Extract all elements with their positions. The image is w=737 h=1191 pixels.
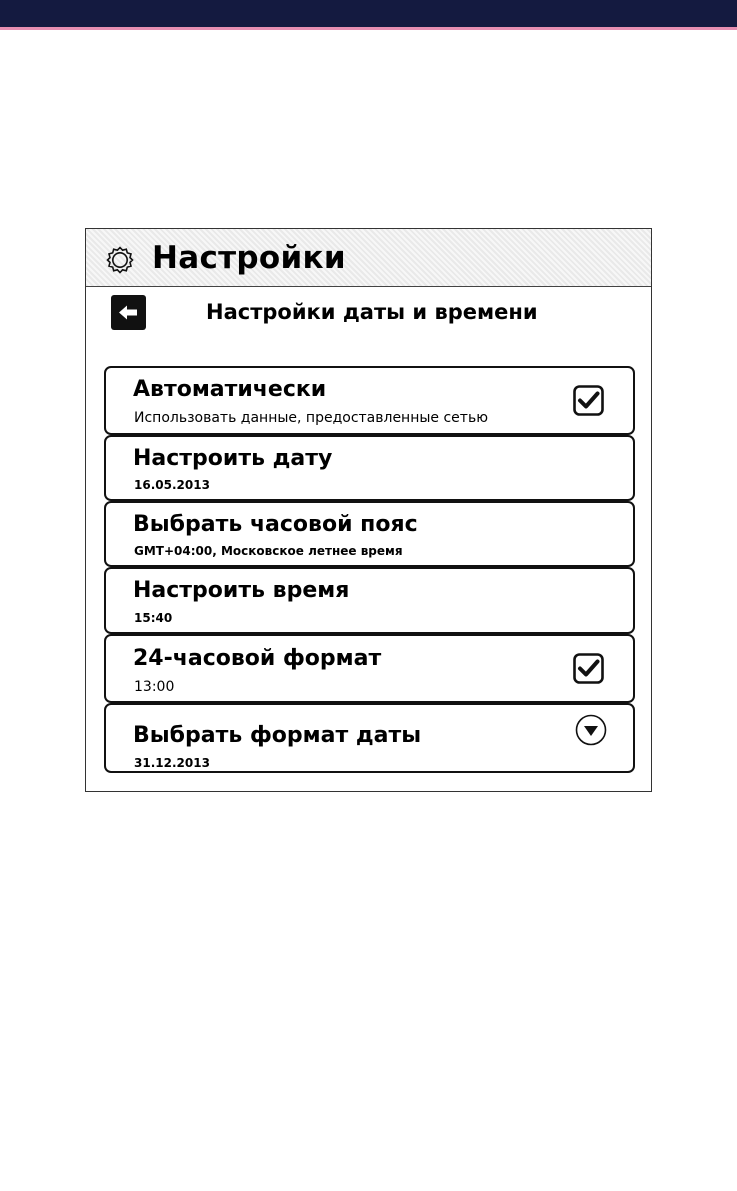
list-item-timezone[interactable] bbox=[104, 501, 635, 567]
checkbox-checked-icon[interactable] bbox=[573, 385, 604, 416]
item-value: 16.05.2013 bbox=[134, 478, 210, 492]
item-label: Выбрать формат даты bbox=[133, 723, 422, 748]
item-value: 13:00 bbox=[134, 679, 175, 695]
item-label: Автоматически bbox=[133, 377, 327, 402]
arrow-left-icon bbox=[111, 295, 146, 330]
item-value: Использовать данные, предоставленные сетью bbox=[134, 410, 488, 426]
item-label: Настроить дату bbox=[133, 446, 333, 471]
list-item-24-hour-format[interactable] bbox=[104, 634, 635, 703]
settings-window bbox=[85, 228, 652, 792]
settings-list bbox=[104, 366, 635, 773]
item-value: 15:40 bbox=[134, 611, 173, 625]
chevron-down-circle-icon[interactable] bbox=[575, 714, 607, 746]
top-bar-accent-line bbox=[0, 27, 737, 30]
item-label: Выбрать часовой пояс bbox=[133, 512, 418, 537]
item-value: GMT+04:00, Московское летнее время bbox=[134, 544, 403, 558]
item-value: 31.12.2013 bbox=[134, 756, 210, 770]
list-item-set-date[interactable] bbox=[104, 435, 635, 501]
page-title: Настройки bbox=[152, 240, 346, 276]
list-item-date-format[interactable] bbox=[104, 703, 635, 773]
back-button[interactable] bbox=[111, 295, 146, 330]
top-status-bar bbox=[0, 0, 737, 29]
item-label: 24-часовой формат bbox=[133, 646, 382, 671]
list-item-set-time[interactable] bbox=[104, 567, 635, 634]
top-bar-dark bbox=[0, 0, 737, 27]
section-subtitle: Настройки даты и времени bbox=[206, 300, 538, 324]
list-item-automatic[interactable] bbox=[104, 366, 635, 435]
gear-icon bbox=[105, 245, 135, 275]
checkbox-checked-icon[interactable] bbox=[573, 653, 604, 684]
title-bar bbox=[86, 229, 651, 287]
item-label: Настроить время bbox=[133, 578, 350, 603]
